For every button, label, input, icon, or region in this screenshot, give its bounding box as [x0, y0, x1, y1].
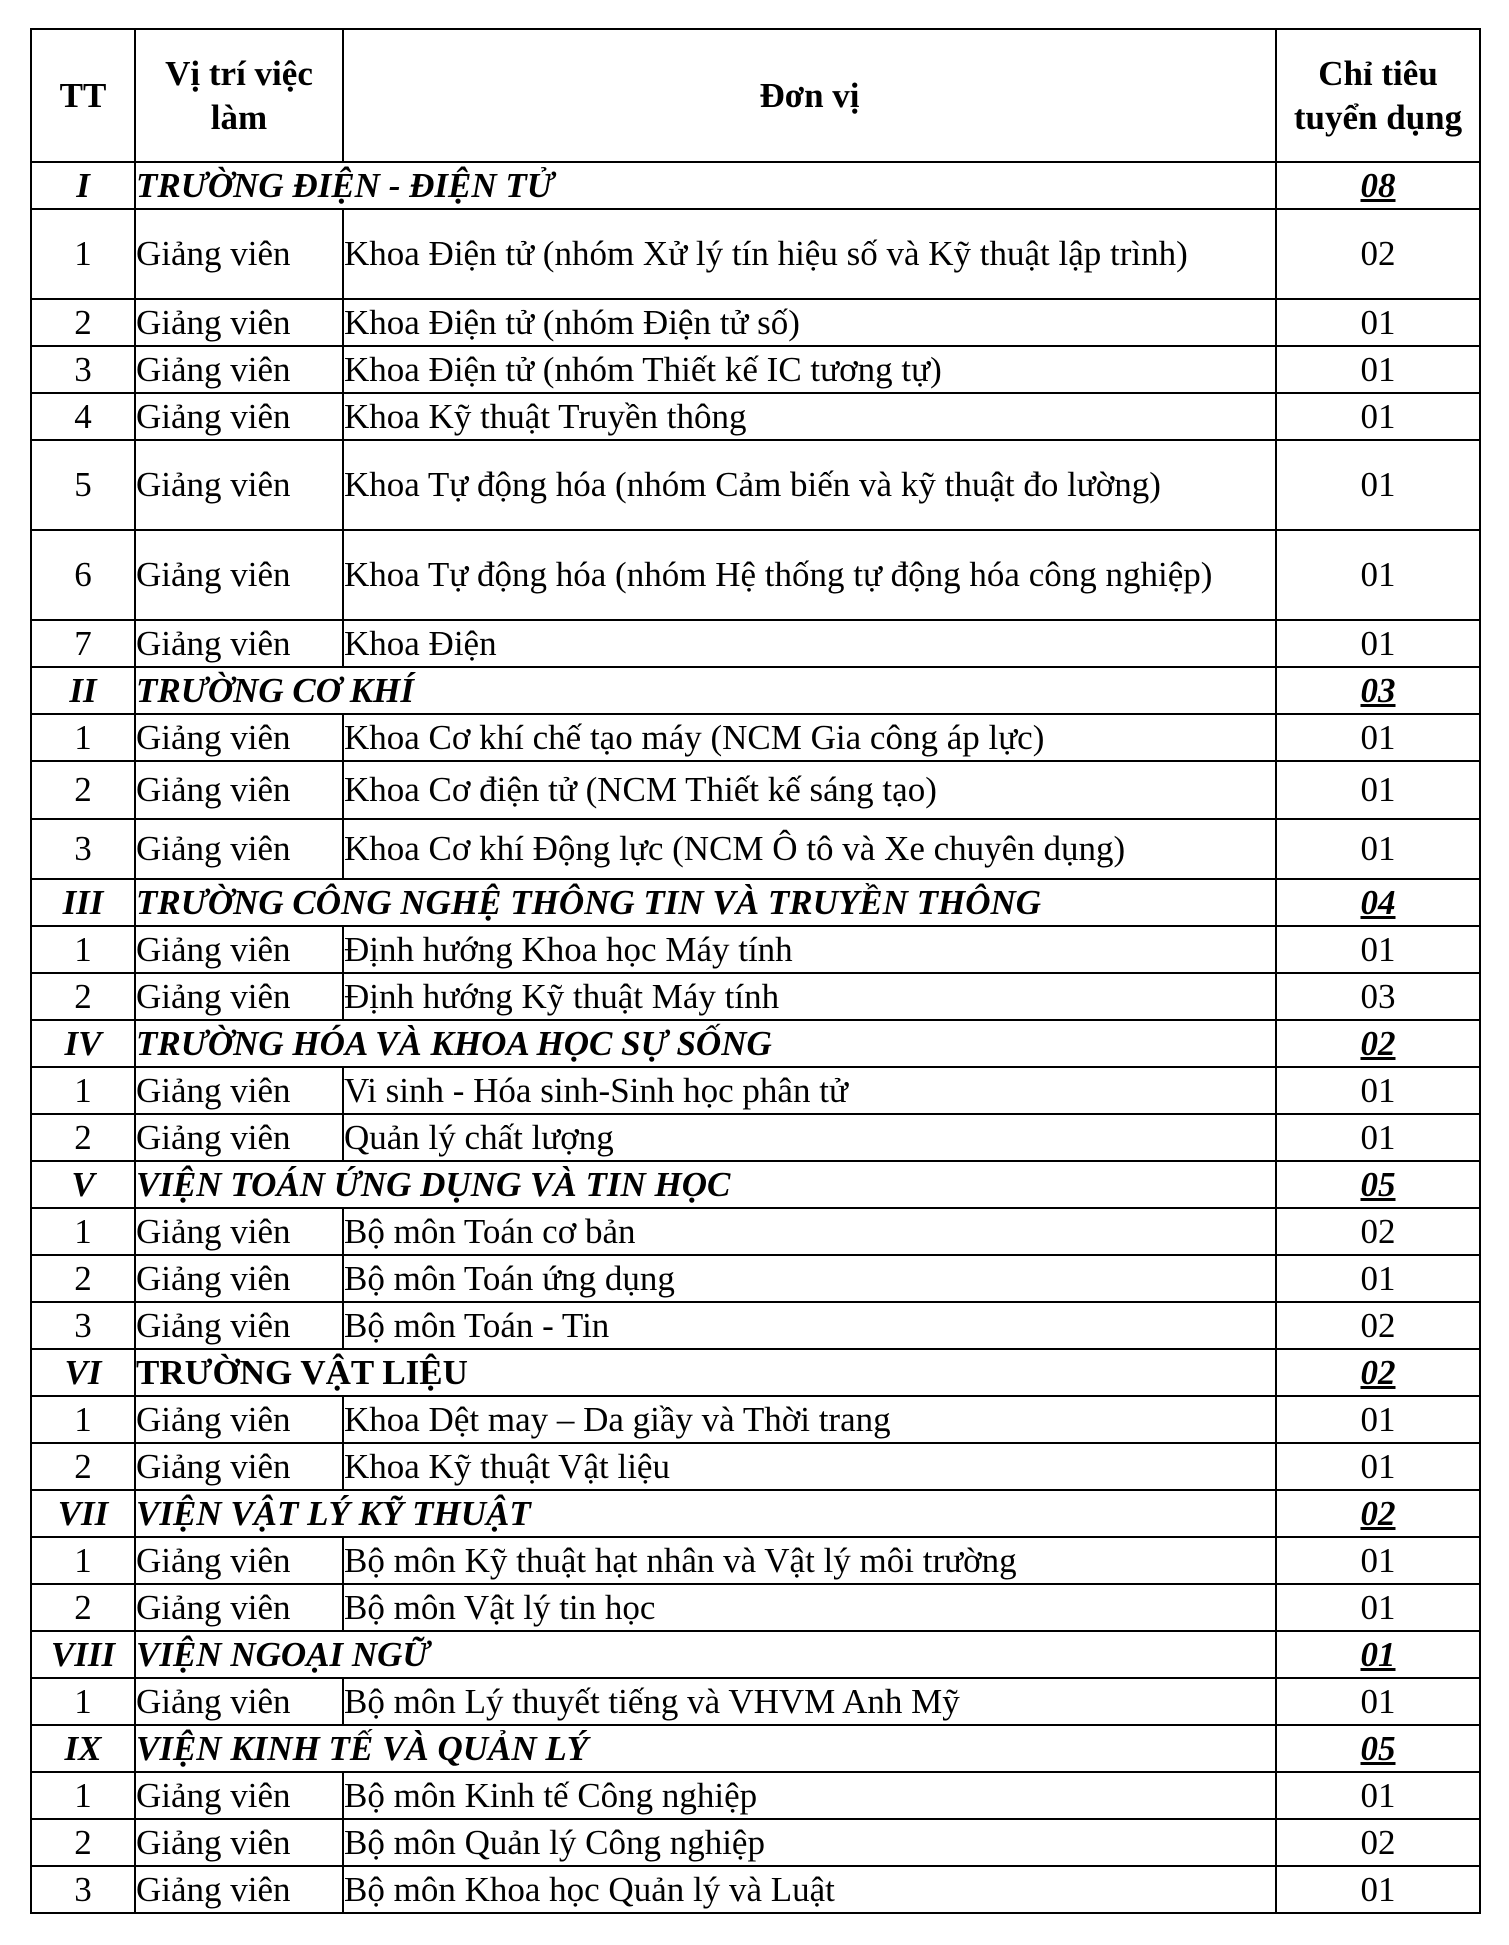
section-name: VIỆN KINH TẾ VÀ QUẢN LÝ [135, 1725, 1276, 1772]
row-number: 1 [31, 1208, 135, 1255]
position-cell: Giảng viên [135, 1819, 343, 1866]
section-number: I [31, 162, 135, 209]
position-cell: Giảng viên [135, 1396, 343, 1443]
row-number: 1 [31, 209, 135, 299]
table-row [31, 926, 1480, 973]
table-row [31, 440, 1480, 530]
table-row [31, 1114, 1480, 1161]
section-row [31, 1020, 1480, 1067]
quota-cell: 03 [1276, 973, 1480, 1020]
section-number: IV [31, 1020, 135, 1067]
table-row [31, 1255, 1480, 1302]
row-number: 1 [31, 1537, 135, 1584]
table-row [31, 1866, 1480, 1913]
row-number: 6 [31, 530, 135, 620]
position-cell: Giảng viên [135, 1584, 343, 1631]
table-row [31, 346, 1480, 393]
quota-cell: 01 [1276, 819, 1480, 879]
section-quota: 01 [1276, 1631, 1480, 1678]
unit-cell: Định hướng Kỹ thuật Máy tính [343, 973, 1276, 1020]
unit-cell: Bộ môn Toán cơ bản [343, 1208, 1276, 1255]
header-unit: Đơn vị [343, 29, 1276, 162]
row-number: 3 [31, 1302, 135, 1349]
section-quota: 05 [1276, 1725, 1480, 1772]
section-row [31, 162, 1480, 209]
row-number: 1 [31, 1396, 135, 1443]
quota-cell: 01 [1276, 714, 1480, 761]
section-row [31, 1725, 1480, 1772]
unit-cell: Bộ môn Khoa học Quản lý và Luật [343, 1866, 1276, 1913]
section-row [31, 667, 1480, 714]
position-cell: Giảng viên [135, 973, 343, 1020]
row-number: 2 [31, 1255, 135, 1302]
section-name: TRƯỜNG ĐIỆN - ĐIỆN TỬ [135, 162, 1276, 209]
section-name: TRƯỜNG CƠ KHÍ [135, 667, 1276, 714]
section-number: III [31, 879, 135, 926]
section-quota: 02 [1276, 1490, 1480, 1537]
position-cell: Giảng viên [135, 346, 343, 393]
quota-cell: 01 [1276, 1443, 1480, 1490]
unit-cell: Khoa Kỹ thuật Vật liệu [343, 1443, 1276, 1490]
position-cell: Giảng viên [135, 819, 343, 879]
unit-cell: Khoa Cơ khí chế tạo máy (NCM Gia công áp lực) [343, 714, 1276, 761]
table-row [31, 1443, 1480, 1490]
table-row [31, 973, 1480, 1020]
unit-cell: Khoa Điện [343, 620, 1276, 667]
section-quota: 05 [1276, 1161, 1480, 1208]
table-row [31, 761, 1480, 819]
section-row [31, 879, 1480, 926]
quota-cell: 02 [1276, 1302, 1480, 1349]
row-number: 3 [31, 1866, 135, 1913]
row-number: 1 [31, 1678, 135, 1725]
table-row [31, 1302, 1480, 1349]
position-cell: Giảng viên [135, 299, 343, 346]
quota-cell: 01 [1276, 1396, 1480, 1443]
position-cell: Giảng viên [135, 1255, 343, 1302]
section-row [31, 1490, 1480, 1537]
unit-cell: Khoa Cơ khí Động lực (NCM Ô tô và Xe chuyên dụng) [343, 819, 1276, 879]
header-tt: TT [31, 29, 135, 162]
unit-cell: Bộ môn Quản lý Công nghiệp [343, 1819, 1276, 1866]
table-row [31, 1208, 1480, 1255]
quota-cell: 01 [1276, 1537, 1480, 1584]
quota-cell: 01 [1276, 1255, 1480, 1302]
section-number: VII [31, 1490, 135, 1537]
quota-cell: 01 [1276, 1678, 1480, 1725]
section-number: VI [31, 1349, 135, 1396]
row-number: 3 [31, 346, 135, 393]
position-cell: Giảng viên [135, 1678, 343, 1725]
unit-cell: Định hướng Khoa học Máy tính [343, 926, 1276, 973]
quota-cell: 01 [1276, 1067, 1480, 1114]
position-cell: Giảng viên [135, 1866, 343, 1913]
position-cell: Giảng viên [135, 1208, 343, 1255]
unit-cell: Khoa Cơ điện tử (NCM Thiết kế sáng tạo) [343, 761, 1276, 819]
quota-cell: 01 [1276, 1584, 1480, 1631]
section-name: TRƯỜNG VẬT LIỆU [135, 1349, 1276, 1396]
quota-cell: 02 [1276, 209, 1480, 299]
quota-cell: 01 [1276, 530, 1480, 620]
unit-cell: Vi sinh - Hóa sinh-Sinh học phân tử [343, 1067, 1276, 1114]
row-number: 2 [31, 761, 135, 819]
section-number: V [31, 1161, 135, 1208]
quota-cell: 01 [1276, 346, 1480, 393]
position-cell: Giảng viên [135, 1302, 343, 1349]
quota-cell: 01 [1276, 1866, 1480, 1913]
position-cell: Giảng viên [135, 440, 343, 530]
row-number: 3 [31, 819, 135, 879]
unit-cell: Bộ môn Kỹ thuật hạt nhân và Vật lý môi trường [343, 1537, 1276, 1584]
section-name: VIỆN TOÁN ỨNG DỤNG VÀ TIN HỌC [135, 1161, 1276, 1208]
position-cell: Giảng viên [135, 1772, 343, 1819]
header-position: Vị trí việc làm [135, 29, 343, 162]
position-cell: Giảng viên [135, 1067, 343, 1114]
unit-cell: Khoa Điện tử (nhóm Xử lý tín hiệu số và Kỹ thuật lập trình) [343, 209, 1276, 299]
row-number: 2 [31, 973, 135, 1020]
row-number: 4 [31, 393, 135, 440]
unit-cell: Khoa Dệt may – Da giầy và Thời trang [343, 1396, 1276, 1443]
quota-cell: 01 [1276, 761, 1480, 819]
quota-cell: 01 [1276, 393, 1480, 440]
section-row [31, 1161, 1480, 1208]
unit-cell: Khoa Tự động hóa (nhóm Hệ thống tự động hóa công nghiệp) [343, 530, 1276, 620]
header-quota: Chỉ tiêu tuyển dụng [1276, 29, 1480, 162]
quota-cell: 01 [1276, 620, 1480, 667]
table-row [31, 1772, 1480, 1819]
unit-cell: Bộ môn Lý thuyết tiếng và VHVM Anh Mỹ [343, 1678, 1276, 1725]
table-header-row [31, 29, 1480, 162]
unit-cell: Bộ môn Toán ứng dụng [343, 1255, 1276, 1302]
table-row [31, 393, 1480, 440]
unit-cell: Khoa Điện tử (nhóm Thiết kế IC tương tự) [343, 346, 1276, 393]
position-cell: Giảng viên [135, 620, 343, 667]
section-row [31, 1349, 1480, 1396]
position-cell: Giảng viên [135, 1443, 343, 1490]
table-row [31, 1067, 1480, 1114]
quota-cell: 01 [1276, 1772, 1480, 1819]
section-quota: 04 [1276, 879, 1480, 926]
table-row [31, 819, 1480, 879]
table-row [31, 1584, 1480, 1631]
row-number: 2 [31, 1819, 135, 1866]
row-number: 7 [31, 620, 135, 667]
position-cell: Giảng viên [135, 530, 343, 620]
table-row [31, 1819, 1480, 1866]
quota-cell: 01 [1276, 926, 1480, 973]
section-name: TRƯỜNG HÓA VÀ KHOA HỌC SỰ SỐNG [135, 1020, 1276, 1067]
section-quota: 02 [1276, 1349, 1480, 1396]
quota-cell: 01 [1276, 440, 1480, 530]
position-cell: Giảng viên [135, 393, 343, 440]
row-number: 2 [31, 1443, 135, 1490]
unit-cell: Bộ môn Toán - Tin [343, 1302, 1276, 1349]
table-row [31, 620, 1480, 667]
section-quota: 08 [1276, 162, 1480, 209]
table-row [31, 299, 1480, 346]
quota-cell: 01 [1276, 299, 1480, 346]
table-row [31, 530, 1480, 620]
section-name: VIỆN VẬT LÝ KỸ THUẬT [135, 1490, 1276, 1537]
unit-cell: Quản lý chất lượng [343, 1114, 1276, 1161]
unit-cell: Bộ môn Kinh tế Công nghiệp [343, 1772, 1276, 1819]
table-row [31, 1678, 1480, 1725]
unit-cell: Khoa Điện tử (nhóm Điện tử số) [343, 299, 1276, 346]
position-cell: Giảng viên [135, 714, 343, 761]
section-row [31, 1631, 1480, 1678]
unit-cell: Khoa Kỹ thuật Truyền thông [343, 393, 1276, 440]
row-number: 2 [31, 1584, 135, 1631]
recruitment-table [30, 28, 1481, 1914]
section-quota: 03 [1276, 667, 1480, 714]
section-number: VIII [31, 1631, 135, 1678]
row-number: 2 [31, 1114, 135, 1161]
row-number: 1 [31, 714, 135, 761]
row-number: 5 [31, 440, 135, 530]
position-cell: Giảng viên [135, 926, 343, 973]
row-number: 1 [31, 1067, 135, 1114]
quota-cell: 02 [1276, 1819, 1480, 1866]
row-number: 2 [31, 299, 135, 346]
table-row [31, 1396, 1480, 1443]
position-cell: Giảng viên [135, 209, 343, 299]
section-name: TRƯỜNG CÔNG NGHỆ THÔNG TIN VÀ TRUYỀN THÔNG [135, 879, 1276, 926]
row-number: 1 [31, 926, 135, 973]
position-cell: Giảng viên [135, 1114, 343, 1161]
section-quota: 02 [1276, 1020, 1480, 1067]
table-row [31, 1537, 1480, 1584]
row-number: 1 [31, 1772, 135, 1819]
unit-cell: Khoa Tự động hóa (nhóm Cảm biến và kỹ thuật đo lường) [343, 440, 1276, 530]
position-cell: Giảng viên [135, 761, 343, 819]
quota-cell: 01 [1276, 1114, 1480, 1161]
table-row [31, 209, 1480, 299]
table-row [31, 714, 1480, 761]
section-number: II [31, 667, 135, 714]
unit-cell: Bộ môn Vật lý tin học [343, 1584, 1276, 1631]
section-name: VIỆN NGOẠI NGỮ [135, 1631, 1276, 1678]
position-cell: Giảng viên [135, 1537, 343, 1584]
table-body [31, 162, 1480, 1913]
section-number: IX [31, 1725, 135, 1772]
quota-cell: 02 [1276, 1208, 1480, 1255]
